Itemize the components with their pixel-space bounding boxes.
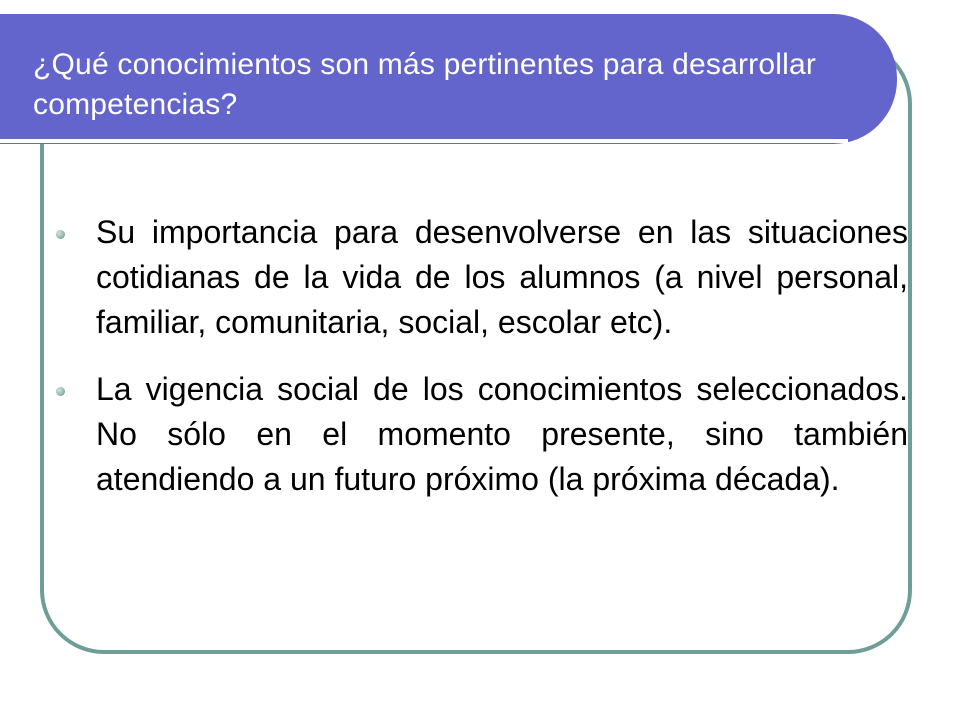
title-bar xyxy=(0,14,897,144)
bullet-text: La vigencia social de los conocimientos seleccionados. No sólo en el momento presente, sino también atendiendo a un futuro próximo (la próxima década). xyxy=(96,371,908,497)
bullet-item xyxy=(56,210,908,345)
bullet-list xyxy=(56,210,908,524)
round-bullet-icon xyxy=(56,387,65,396)
round-bullet-icon xyxy=(56,230,65,239)
bullet-item xyxy=(56,367,908,502)
title-underline xyxy=(0,139,848,143)
bullet-text: Su importancia para desenvolverse en las situaciones cotidianas de la vida de los alumnos (a nivel personal, familiar, comunitaria, social, escolar etc). xyxy=(96,214,908,340)
slide-title: ¿Qué conocimientos son más pertinentes para desarrollar competencias? xyxy=(33,48,817,121)
